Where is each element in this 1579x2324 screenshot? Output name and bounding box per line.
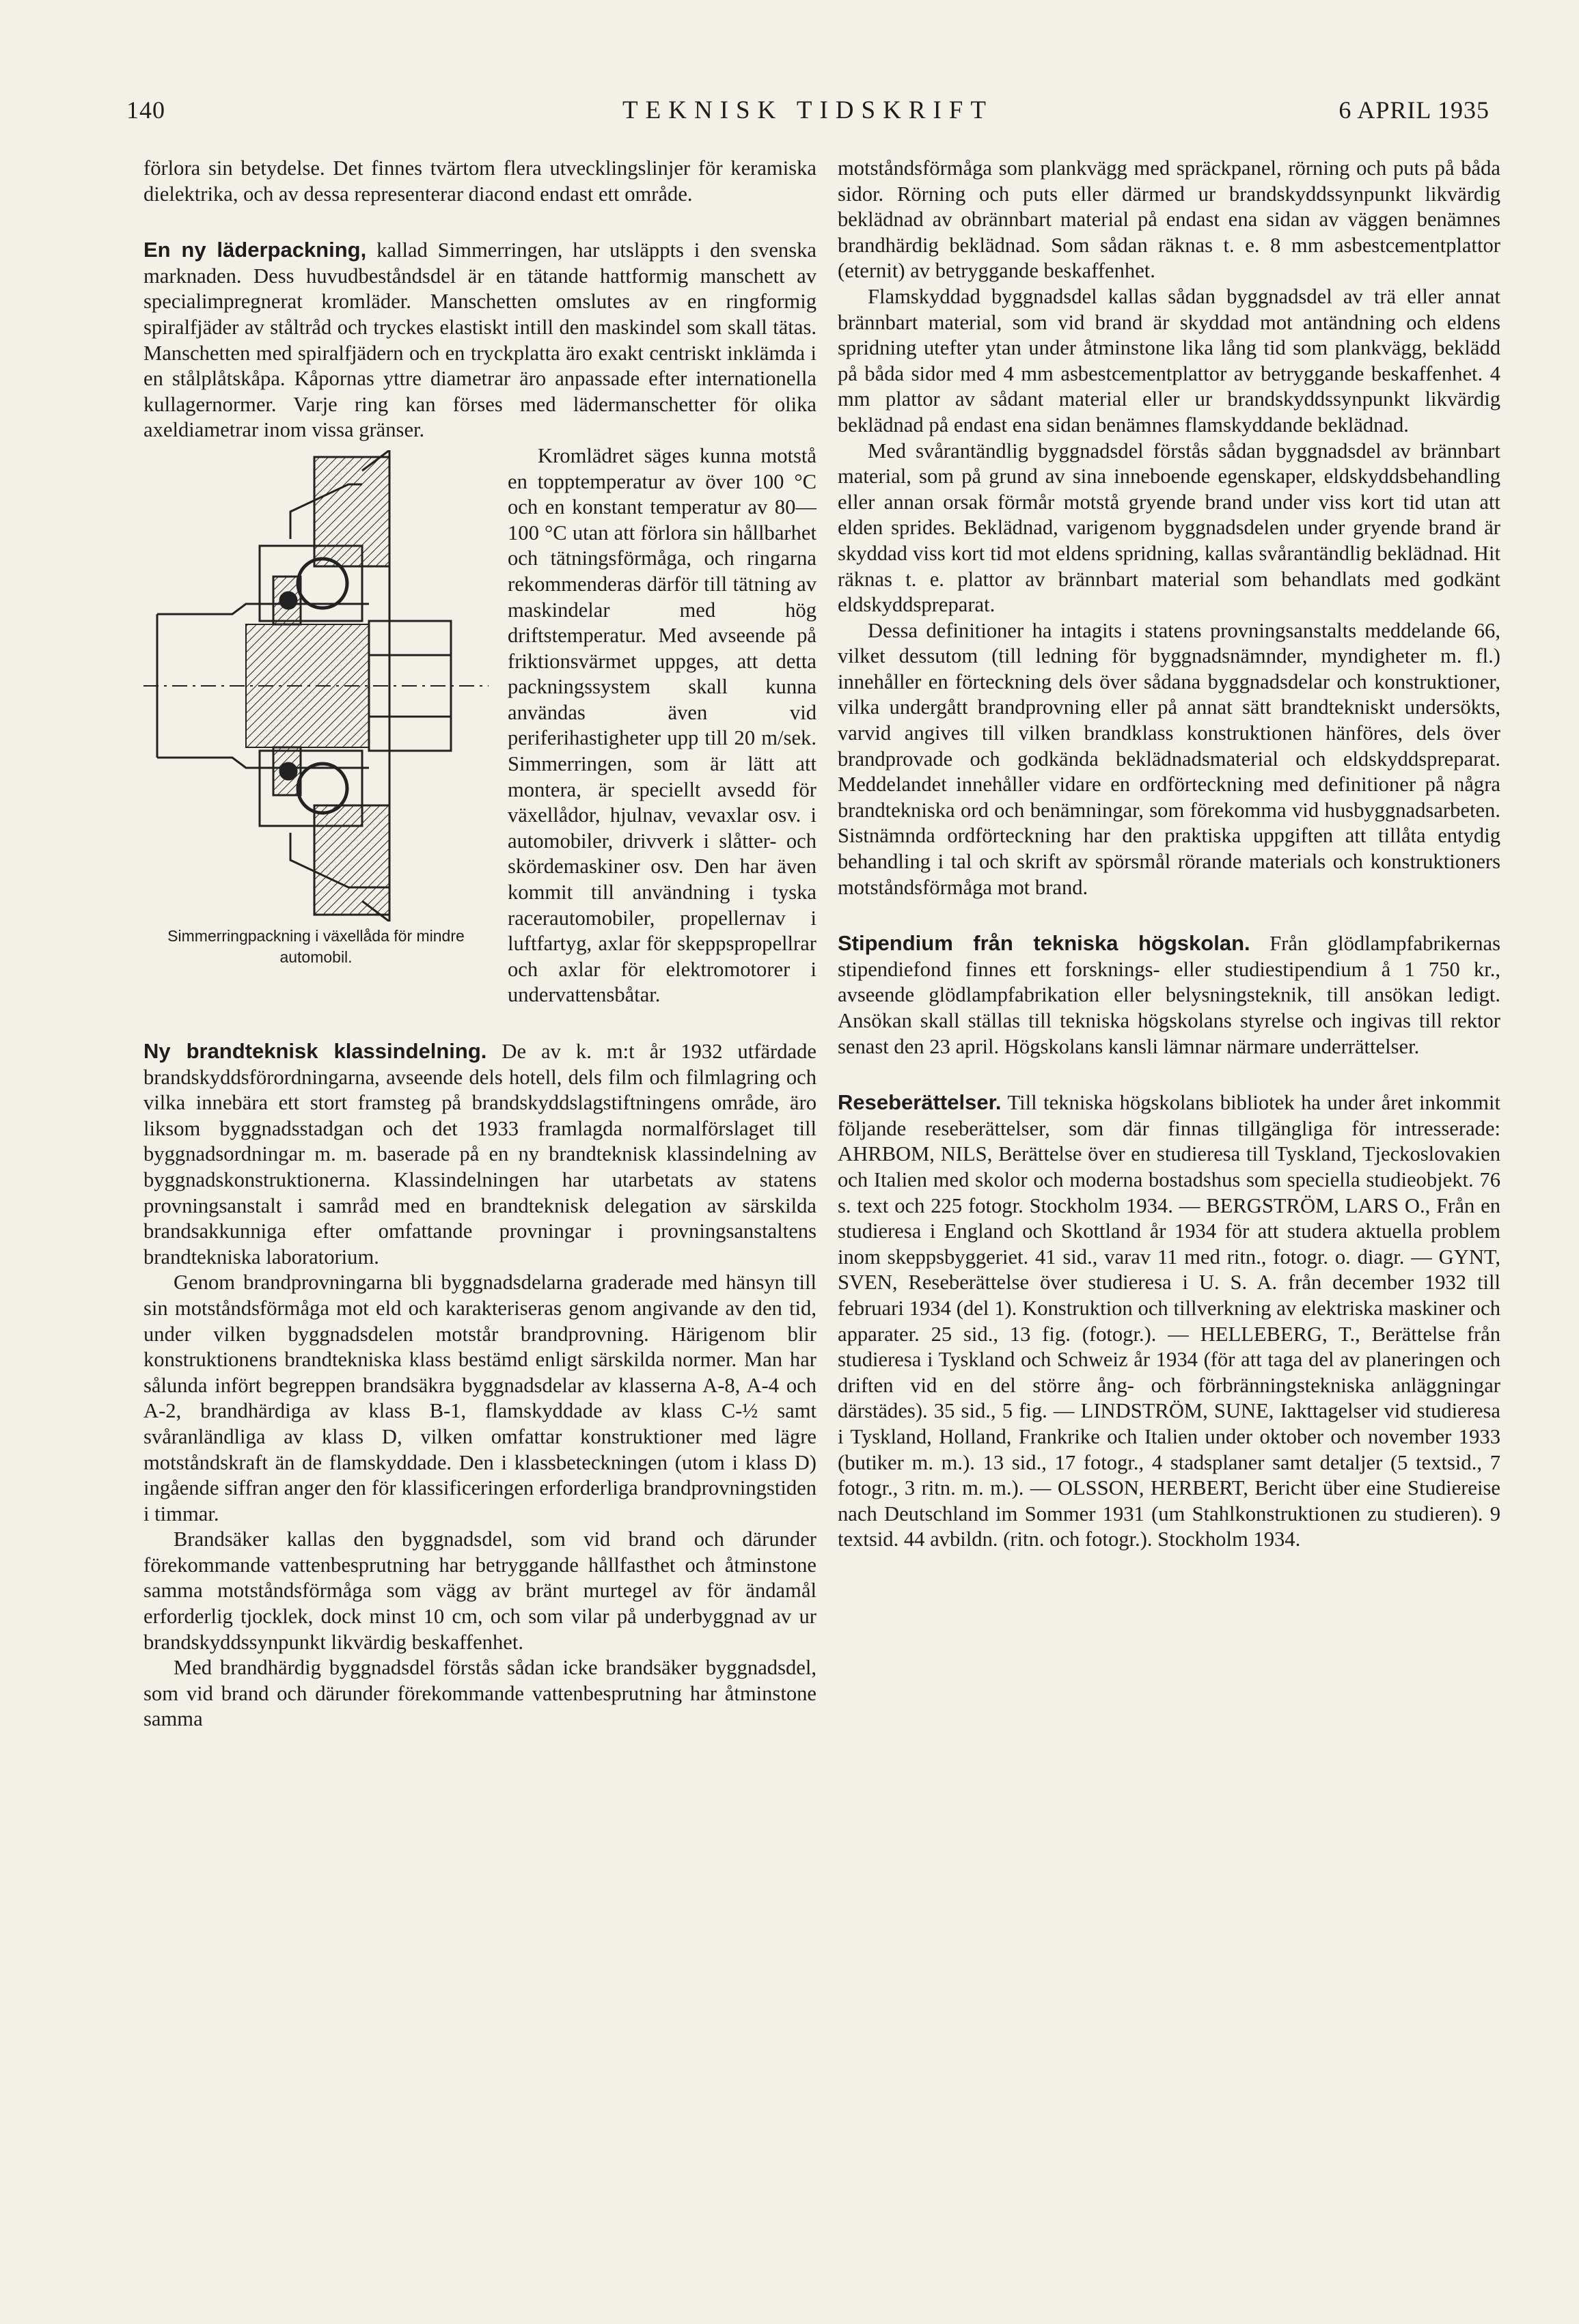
brand-paragraph-4: Med brandhärdig byggnadsdel förstås sådan icke brandsäker byggnadsdel, som vid brand och därunder förekommande vattenbesprutning har åtminstone samma — [143, 1656, 816, 1731]
section-brandteknisk — [143, 1038, 816, 1270]
section-heading: Ny brandteknisk klassindelning. — [143, 1039, 487, 1063]
issue-date: 6 APRIL 1935 — [1338, 96, 1489, 124]
left-column — [143, 156, 816, 1732]
right-paragraph-2: Flamskyddad byggnadsdel kallas sådan byggnadsdel av trä eller annat brännbart material, som vid brand är skyddad mot antändning och eldens spridning utefter ytan under åtminstone lika lång tid som plankvägg, beklädd på båda sidor med 4 mm asbestcementplattor av betryggande beskaffenhet. 4 mm plattor av sådant material eller ur brandskyddssynpunkt likvärdig beklädnad på endast ena sidan benämnes flamskyddande beklädnad. — [838, 284, 1500, 437]
brand-paragraph-3: Brandsäker kallas den byggnadsdel, som vid brand och därunder förekommande vattenbesprutning har betryggande hållfasthet och åtminstone samma motståndsförmåga som vägg av bränt murtegel av för ändamål erforderlig tjocklek, dock minst 10 cm, och som vilar på underbyggnad av ur brandskyddssynpunkt likvärdig beskaffenhet. — [143, 1527, 816, 1654]
page-number: 140 — [126, 96, 165, 124]
section-reseberattelser — [838, 1090, 1500, 1553]
right-paragraph-4: Dessa definitioner ha intagits i statens provningsanstalts meddelande 66, vilket dessutom (till ledning för byggnadsnämnder, myndigheter m. fl.) innehåller en förteckning dels över sådana byggnadsdelar och konstruktioner, vilka undergått brandprovning eller på annat sätt brandtekniskt undersökts, varvid angives till vilken brandklass konstruktionen hänföres, dels över brandprovade och godkända beklädnadsmaterial och eldskyddspreparat. Meddelandet innehåller vidare en ordförteckning med definitioner på några brandtekniska ord och benämningar, som förekomma vid husbyggnadsarbeten. Sistnämnda ordförteckning har den praktiska uppgiften att tillåta entydig behandling i tal och skrift av spörsmål rörande materials och konstruktioners motståndsförmåga mot brand. — [838, 618, 1500, 899]
simmerring-drawing — [143, 450, 489, 922]
section-text: Till tekniska högskolans bibliotek ha under året inkommit följande reseberättelser, som där finnas tillgängliga för intresserade: AHRBOM, NILS, Berättelse över en studieresa till Tyskland, Tjeckoslovakien och Italien med skolor och moderna bostadshus som speciella studieobjekt. 76 s. text och 225 fotogr. Stockholm 1934. — BERGSTRÖM, LARS O., Från en studieresa i England och Skottland år 1934 för att studera aktuella problem inom skeppsbyggeriet. 41 sid., varav 11 med ritn., fotogr. o. diagr. — GYNT, SVEN, Reseberättelse över studieresa i U. S. A. från december 1932 till februari 1934 (del 1). Konstruktion och tillverkning av elektriska maskiner och apparater. 25 sid., 13 fig. (fotogr.). — HELLEBERG, T., Berättelse från studieresa i Tyskland och Schweiz år 1934 (för att taga del av planeringen och driften vid en del större ång- och förbränningstekniska anläggningar därstädes). 35 sid., 5 fig. — LINDSTRÖM, SUNE, Iakttagelser vid studieresa i Tyskland, Holland, Frankrike och Italien under oktober och november 1933 (butiker m. m.). 13 sid., 17 fotogr., 4 stadsplaner samt detaljer (5 textsid., 7 fotogr., 3 ritn. m. m.). — OLSSON, HERBERT, Bericht über eine Studiereise nach Deutschland im Sommer 1931 (um Stahlkonstruktionen zu studieren). 9 textsid. 44 avbildn. (ritn. och fotogr.). Stockholm 1934. — [838, 1091, 1500, 1551]
section-heading: Stipendium från tekniska högskolan. — [838, 931, 1250, 956]
right-column — [838, 156, 1500, 1553]
section-text: De av k. m:t år 1932 utfärdade brandskyddsförordningarna, avseende dels hotell, dels film och filmlagring och vilka innebära ett stort framsteg på brandskyddslagstiftningens område, äro liksom byggnadsstadgan och det 1933 framlagda normalförslaget till byggnadsordningar m. m. baserade på en ny brandteknisk klassindelning av byggnadskonstruktionerna. Klassindelningen har utarbetats av statens provningsanstalt i samråd med en brandteknisk delegation av särskilda brandsakkunniga efter omfattande provningar i provningsanstaltens brandtekniska laboratorium. — [143, 1040, 816, 1269]
intro-paragraph: förlora sin betydelse. Det finnes tvärtom flera utvecklingslinjer för keramiska dielektrika, och av dessa representerar diacond endast ett område. — [143, 156, 816, 206]
figure-caption: Simmerringpackning i växellåda för mindre automobil. — [167, 926, 465, 966]
simmerring-figure — [143, 450, 489, 990]
section-text: kallad Simmerringen, har utsläppts i den svenska marknaden. Dess huvudbeståndsdel är en tätande hattformig manschett av specialimpregnerat kromläder. Manschetten omslutes av en ringformig spiralfjäder av ståltråd och tryckes elastiskt intill den maskindel som skall tätas. Manschetten med spiralfjädern och en tryckplatta äro exakt centriskt inklämda i en stålplåtskåpa. Kåpornas yttre diametrar äro anpassade efter internationella kullagernormer. Varje ring kan förses med lädermanschetter för olika axeldiametrar inom vissa gränser. — [143, 238, 816, 442]
section-heading: En ny läderpackning, — [143, 238, 367, 262]
section-text: Från glödlampfabrikernas stipendiefond finnes ett forsknings- eller studiestipendium å 1 750 kr., avseende glödlampfabrikation eller belysningsteknik, till ansökan ledigt. Ansökan skall ställas till tekniska högskolans styrelse och ingivas till rektor senast den 23 april. Högskolans kansli lämnar närmare underrättelser. — [838, 932, 1500, 1058]
section-heading: Reseberättelser. — [838, 1090, 1002, 1115]
page-header — [126, 96, 1489, 137]
right-paragraph-3: Med svårantändlig byggnadsdel förstås sådan byggnadsdel av brännbart material, som på grund av sina inneboende egenskaper, eldskyddsbehandling eller annan orsak förmår motstå gryende brand under viss kort tid utan att elden sprides. Beklädnad, varigenom byggnadsdelen under gryende brand är skyddad viss kort tid mot eldens spridning, kallas svårantändlig beklädnad. Hit räknas t. e. plattor av brännbart material som behandlats med godkänt eldskyddspreparat. — [838, 439, 1500, 617]
journal-title: TEKNISK TIDSKRIFT — [622, 96, 993, 124]
simmerring-paragraph-2: Kromlädret säges kunna motstå en topptemperatur av över 100 °C och en konstant temperatur av 80—100 °C utan att förlora sin hållbarhet och tätningsförmåga, och ringarna rekommenderas därför till tätning av maskindelar med hög driftstemperatur. Med avseende på friktionsvärmet uppges, att detta packningssystem skall kunna användas även vid periferihastigheter upp till 20 m/sek. Simmerringen, som är lätt att montera, är speciellt avsedd för växellådor, hjulnav, vevaxlar osv. i automobiler, drivverk i slåtter- och skördemaskiner osv. Den har även kommit till användning i tyska racerautomobiler, propellernav i luftfartyg, axlar för skeppspropellrar och axlar för elektromotorer i undervattensbåtar. — [508, 443, 816, 1007]
brand-paragraph-2: Genom brandprovningarna bli byggnadsdelarna graderade med hänsyn till sin motståndsförmåga mot eld och karakteriseras genom angivande av den tid, under vilken byggnadsdelen motstår brandprovning. Härigenom blir konstruktionens brandtekniska klass bestämd enligt särskilda normer. Man har sålunda infört begreppen brandsäkra byggnadsdelar av klasserna A-8, A-4 och A-2, brandhärdiga av klass B-1, flamskyddade av klass C-½ samt svåranländliga av klass D, vilken omfattar konstruktioner med lägre motståndskraft än de flamskyddade. Den i klassbeteckningen (utom i klass D) ingående siffran anger den för klassificeringen erforderliga brandprovningstiden i timmar. — [143, 1271, 816, 1525]
right-paragraph-1: motståndsförmåga som plankvägg med spräckpanel, rörning och puts på båda sidor. Rörning och puts eller därmed ur brandskyddssynpunkt likvärdig beklädnad av obrännbart material på endast ena sidan av väggen benämnes brandhärdig beklädnad. Som sådan räknas t. e. 8 mm asbestcementplattor (eternit) av betryggande beskaffenhet. — [838, 156, 1500, 283]
section-stipendium — [838, 930, 1500, 1060]
section-simmerring — [143, 237, 816, 443]
